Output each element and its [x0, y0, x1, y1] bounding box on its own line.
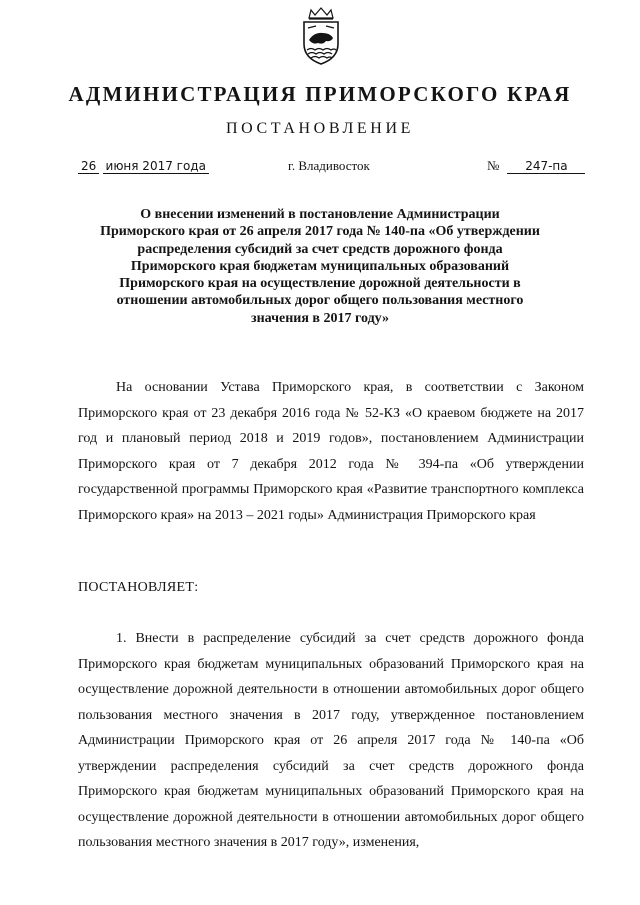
number-label: №: [487, 158, 500, 173]
resolve-heading: ПОСТАНОВЛЯЕТ:: [78, 580, 199, 595]
document-city: г. Владивосток: [288, 158, 370, 173]
date-month-year: июня 2017 года: [103, 160, 209, 174]
document-date: [78, 158, 209, 174]
item-1-paragraph: 1. Внести в распределение субсидий за счет средств дорожного фонда Приморского края бюджетам муниципальных образований Приморского края на осуществление дорожной деятельности в отношении автомобильных дорог общего пользования местного значения в 2017 году, утвержденное постановлением Администрации Приморского края от 26 апреля 2017 года № 140-па «Об утверждении распределения субсидий за счет средств дорожного фонда Приморского края бюджетам муниципальных образований Приморского края на осуществление дорожной деятельности в отношении автомобильных дорог общего пользования местного значения в 2017 году», изменения,: [78, 631, 584, 850]
coat-of-arms-emblem-icon: [296, 6, 346, 66]
date-day: 26: [78, 160, 99, 174]
document-number: [487, 158, 585, 174]
organization-name: АДМИНИСТРАЦИЯ ПРИМОРСКОГО КРАЯ: [68, 82, 572, 106]
document-type: ПОСТАНОВЛЕНИЕ: [226, 120, 414, 137]
document-title: О внесении изменений в постановление Администрации Приморского края от 26 апреля 2017 года № 140-па «Об утверждении распределения субсидий за счет средств дорожного фонда Приморского края бюджетам муниципальных образований Приморского края на осуществление дорожной деятельности в отношении автомобильных дорог общего пользования местного значения в 2017 году»: [100, 207, 540, 326]
number-value: 247-па: [507, 160, 585, 174]
preamble-paragraph: На основании Устава Приморского края, в соответствии с Законом Приморского края от 23 декабря 2016 года № 52-КЗ «О краевом бюджете на 2017 год и плановый период 2018 и 2019 годов», постановлением Администрации Приморского края от 7 декабря 2012 года № 394-па «Об утверждении государственной программы Приморского края «Развитие транспортного комплекса Приморского края» на 2013 – 2021 годы» Администрация Приморского края: [78, 380, 584, 523]
